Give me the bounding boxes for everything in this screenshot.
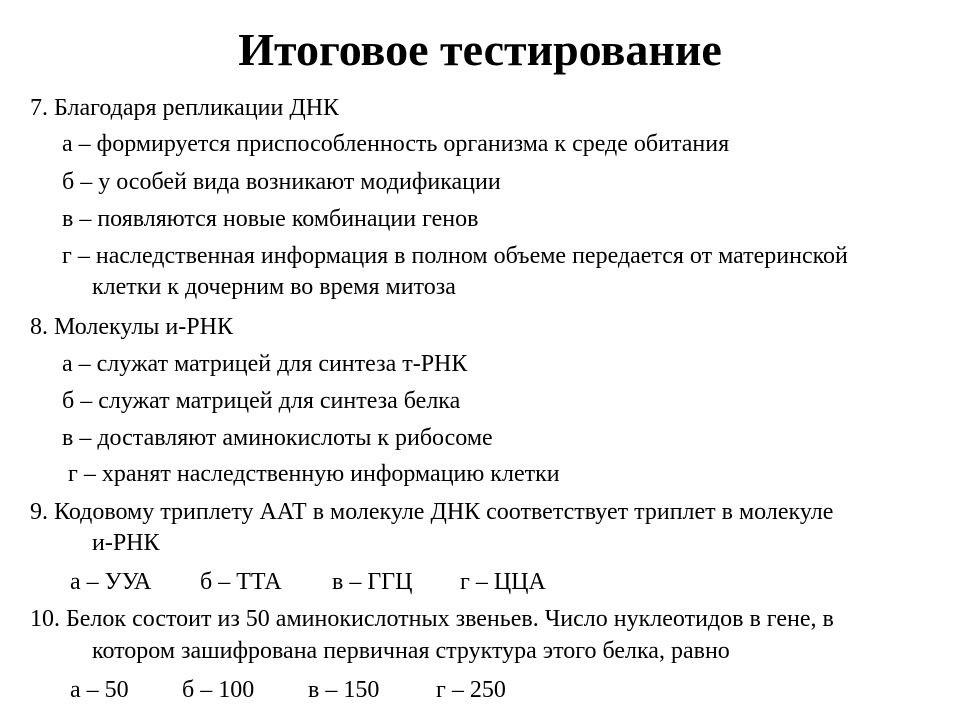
question-8-option-v: в – доставляют аминокислоты к рибосоме — [62, 425, 493, 451]
question-8-stem: 8. Молекулы и-РНК — [30, 314, 233, 340]
question-10-option-b: б – 100 — [182, 677, 255, 703]
question-7-option-v: в – появляются новые комбинации генов — [62, 206, 479, 232]
question-9-stem-continued: и-РНК — [92, 530, 160, 556]
question-7-option-g-continued: клетки к дочерним во время митоза — [92, 274, 456, 300]
question-10-stem-continued: котором зашифрована первичная структура этого белка, равно — [92, 638, 730, 664]
question-8-option-a: а – служат матрицей для синтеза т-РНК — [62, 351, 468, 377]
question-10-option-v: в – 150 — [308, 677, 380, 703]
question-10-options — [0, 676, 960, 704]
question-10-option-a: а – 50 — [70, 677, 129, 703]
question-7-option-g: г – наследственная информация в полном объеме передается от материнской — [62, 243, 848, 269]
question-10-stem: 10. Белок состоит из 50 аминокислотных звеньев. Число нуклеотидов в гене, в — [30, 606, 834, 632]
question-9-stem: 9. Кодовому триплету ААТ в молекуле ДНК соответствует триплет в молекуле — [30, 499, 834, 525]
question-9-option-g: г – ЦЦА — [460, 569, 546, 595]
question-9-option-b: б – ТТА — [200, 569, 282, 595]
page-title: Итоговое тестирование — [238, 24, 722, 75]
question-9-option-a: а – УУА — [70, 569, 152, 595]
question-8-option-b: б – служат матрицей для синтеза белка — [62, 388, 461, 414]
question-8-option-g: г – хранят наследственную информацию клетки — [68, 461, 560, 487]
question-7-stem: 7. Благодаря репликации ДНК — [30, 95, 340, 121]
question-7-option-a: а – формируется приспособленность организма к среде обитания — [62, 131, 730, 157]
question-7-option-b: б – у особей вида возникают модификации — [62, 169, 501, 195]
question-9-options — [0, 568, 960, 596]
question-10-option-g: г – 250 — [436, 677, 506, 703]
question-9-option-v: в – ГГЦ — [332, 569, 413, 595]
